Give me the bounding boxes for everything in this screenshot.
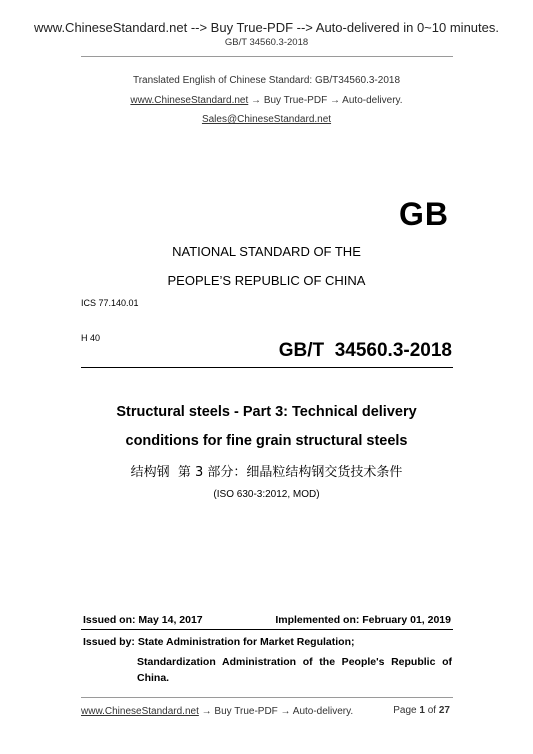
email-link[interactable]: Sales@ChineseStandard.net: [201, 114, 332, 125]
page-of: of: [427, 705, 437, 716]
iso-reference: (ISO 630-3:2012, MOD): [213, 489, 320, 500]
footer-divider: [81, 697, 453, 698]
gb-mark: GB: [399, 196, 449, 232]
title-line1: Structural steels - Part 3: Technical delivery: [116, 404, 417, 420]
ics-code: ICS 77.140.01: [81, 298, 139, 308]
title-divider: [81, 367, 453, 368]
issued-by-line1: Issued by: State Administration for Market Regulation;: [83, 636, 355, 648]
dates-divider: [81, 629, 453, 630]
page-number: 1: [419, 705, 425, 716]
title-line2: conditions for fine grain structural steels: [125, 433, 408, 449]
issued-by-line2: Standardization Administration of the People's Republic of China.: [137, 656, 452, 684]
national-standard-line2: PEOPLE’S REPUBLIC OF CHINA: [167, 273, 366, 288]
buy-line: [0, 95, 533, 106]
chinese-title: 结构钢 第 3 部分：细晶粒结构钢交货技术条件: [130, 465, 403, 480]
site-link[interactable]: www.ChineseStandard.net: [130, 95, 249, 106]
standard-number: GB/T 34560.3-2018: [278, 340, 452, 361]
footer-site-link[interactable]: www.ChineseStandard.net: [81, 706, 199, 717]
buy-text: → Buy True-PDF → Auto-delivery.: [251, 95, 403, 106]
header-standard-code: GB/T 34560.3-2018: [224, 37, 309, 48]
header-divider: [81, 56, 453, 57]
implemented-date: Implemented on: February 01, 2019: [275, 614, 451, 626]
national-standard-line1: NATIONAL STANDARD OF THE: [172, 244, 361, 259]
classification-code: H 40: [81, 333, 101, 343]
page-label: Page: [393, 705, 417, 716]
page-total: 27: [438, 705, 450, 716]
email-line: [0, 114, 533, 125]
translated-note: Translated English of Chinese Standard: GB/T34560.3-2018: [132, 75, 401, 86]
top-banner: www.ChineseStandard.net --> Buy True-PDF --> Auto-delivered in 0~10 minutes.: [34, 20, 499, 35]
footer-buy-text: → Buy True-PDF → Auto-delivery.: [201, 706, 354, 717]
page-indicator: [393, 705, 450, 716]
issued-date: Issued on: May 14, 2017: [83, 614, 203, 626]
footer-link-line: [81, 706, 353, 717]
